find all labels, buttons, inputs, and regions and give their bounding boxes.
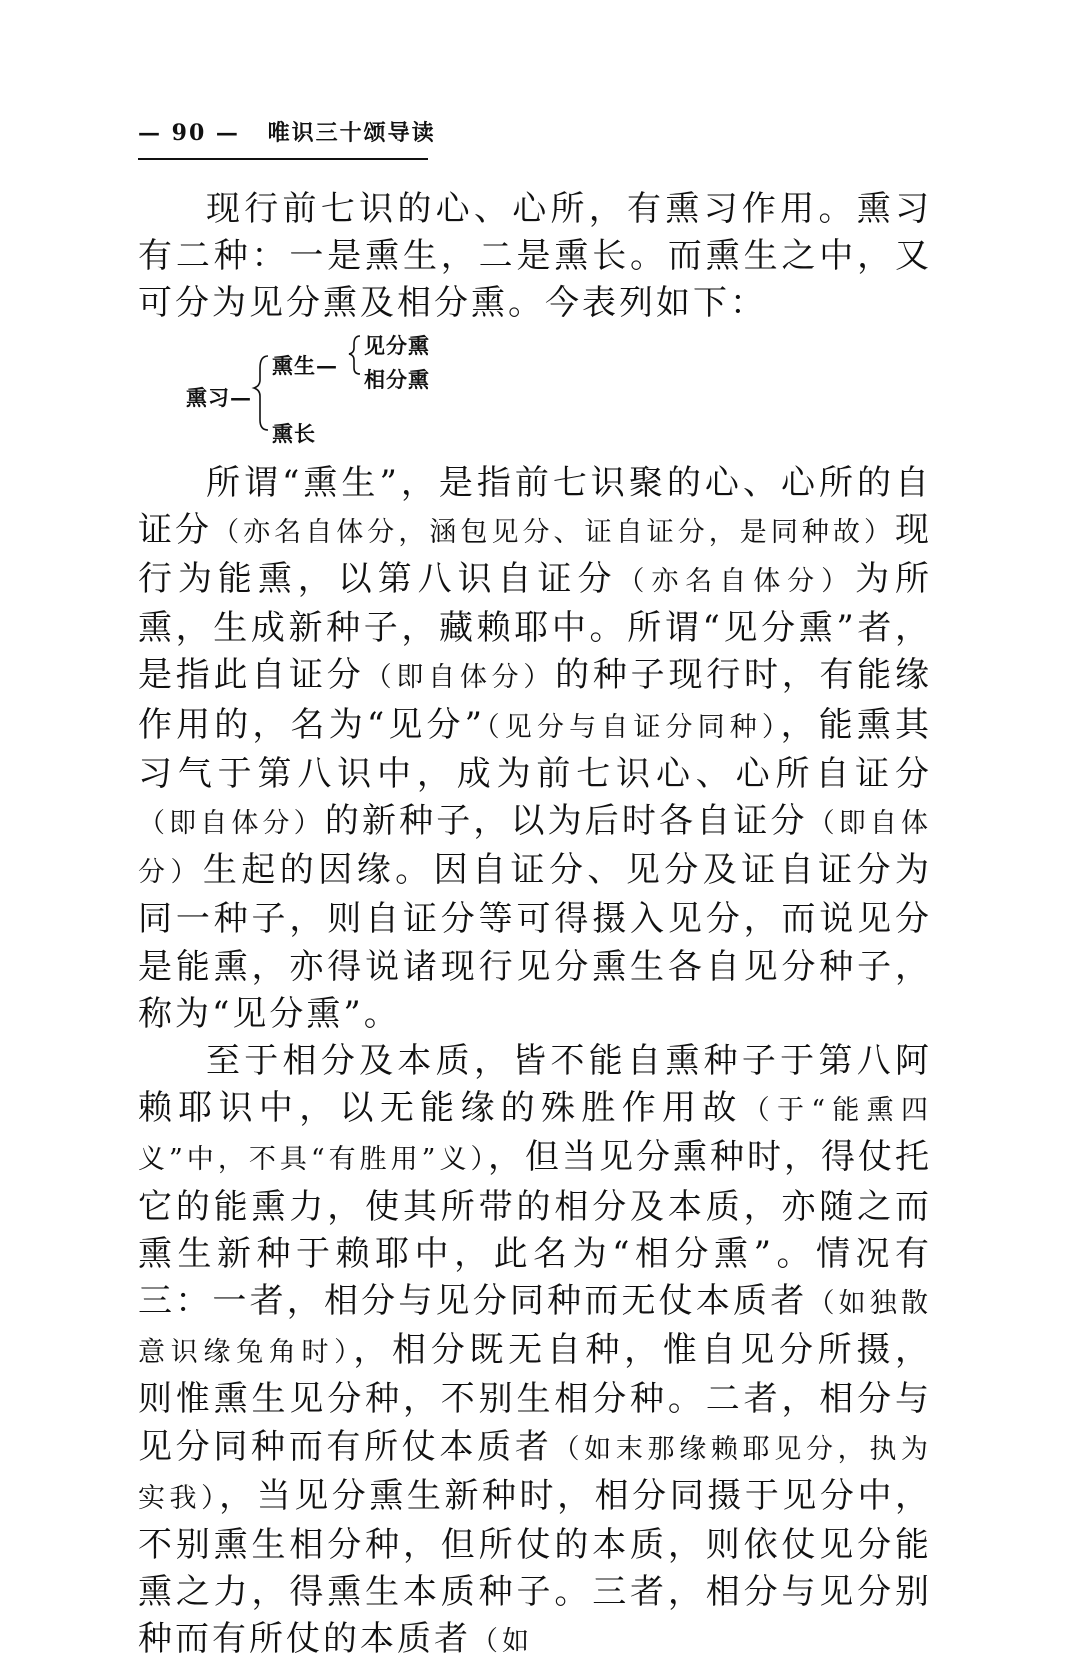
annotation: （如 [471,1626,533,1658]
diagram-leaf-xiangfenxun: 相分熏 [364,366,430,392]
annotation: （即自体分） [138,808,933,889]
diagram-root-label: 熏习— [186,384,252,410]
annotation: （如末那缘赖耶见分，执为实我） [138,1433,932,1514]
annotation: （亦名自体分，涵包见分、证自证分，是同种故） [212,516,896,548]
annotation: （即自体分） [364,662,556,694]
diagram-branch-xunzhang: 熏长 [272,420,316,446]
annotation: （如独散意识缘兔角时） [138,1288,933,1369]
book-title: 唯识三十颂导读 [267,120,436,146]
page-header [138,116,938,156]
annotation: （于“能熏四义”中，不具“有胜用”义） [138,1095,932,1176]
paragraph-intro: 现行前七识的心、心所，有熏习作用。熏习有二种：一是熏生，二是熏长。而熏生之中，又可分为见分熏及相分熏。今表列如下： [138,189,932,324]
annotation: （即自体分） [138,808,325,840]
body-text [138,186,932,1666]
paragraph-xiangfenxun: 至于相分及本质，皆不能自熏种子于第八阿赖耶识中，以无能缘的殊胜作用故（于“能熏四义”中，不具“有胜用”义），但当见分熏种时，得仗托它的能熏力，使其所带的相分及本质，亦随之而熏生新种于赖耶中，此名为“相分熏”。情况有三：一者，相分与见分同种而无仗本质者（如独散意识缘兔角时），相分既无自种，惟自见分所摄，则惟熏生见分种，不别生相分种。二者，相分与见分同种而有所仗本质者（如末那缘赖耶见分，执为实我），当见分熏生新种时，相分同摄于见分中，不别熏生相分种，但所仗的本质，则依仗见分能熏之力，得熏生本质种子。三者，相分与见分别种而有所仗的本质者（如 [138,1041,933,1660]
annotation: （见分与自证分同种） [485,711,781,743]
diagram-braces [138,328,932,446]
annotation: （亦名自体分） [617,566,856,598]
classification-diagram [138,328,932,446]
diagram-leaf-jianfenxun: 见分熏 [364,332,430,358]
header-rule [138,158,428,160]
page-number: — 90 — [138,120,240,146]
diagram-branch-xunsheng: 熏生— [272,352,338,378]
paragraph-xunsheng: 所谓“熏生”，是指前七识聚的心、心所的自证分（亦名自体分，涵包见分、证自证分，是同种故）现行为能熏，以第八识自证分（亦名自体分）为所熏，生成新种子，藏赖耶中。所谓“见分熏”者，是指此自证分（即自体分）的种子现行时，有能缘作用的，名为“见分”（见分与自证分同种），能熏其习气于第八识中，成为前七识心、心所自证分（即自体分）的新种子，以为后时各自证分（即自体分）生起的因缘。因自证分、见分及证自证分为同一种子，则自证分等可得摄入见分，而说见分是能熏，亦得说诸现行见分熏生各自见分种子，称为“见分熏”。 [138,462,933,1034]
